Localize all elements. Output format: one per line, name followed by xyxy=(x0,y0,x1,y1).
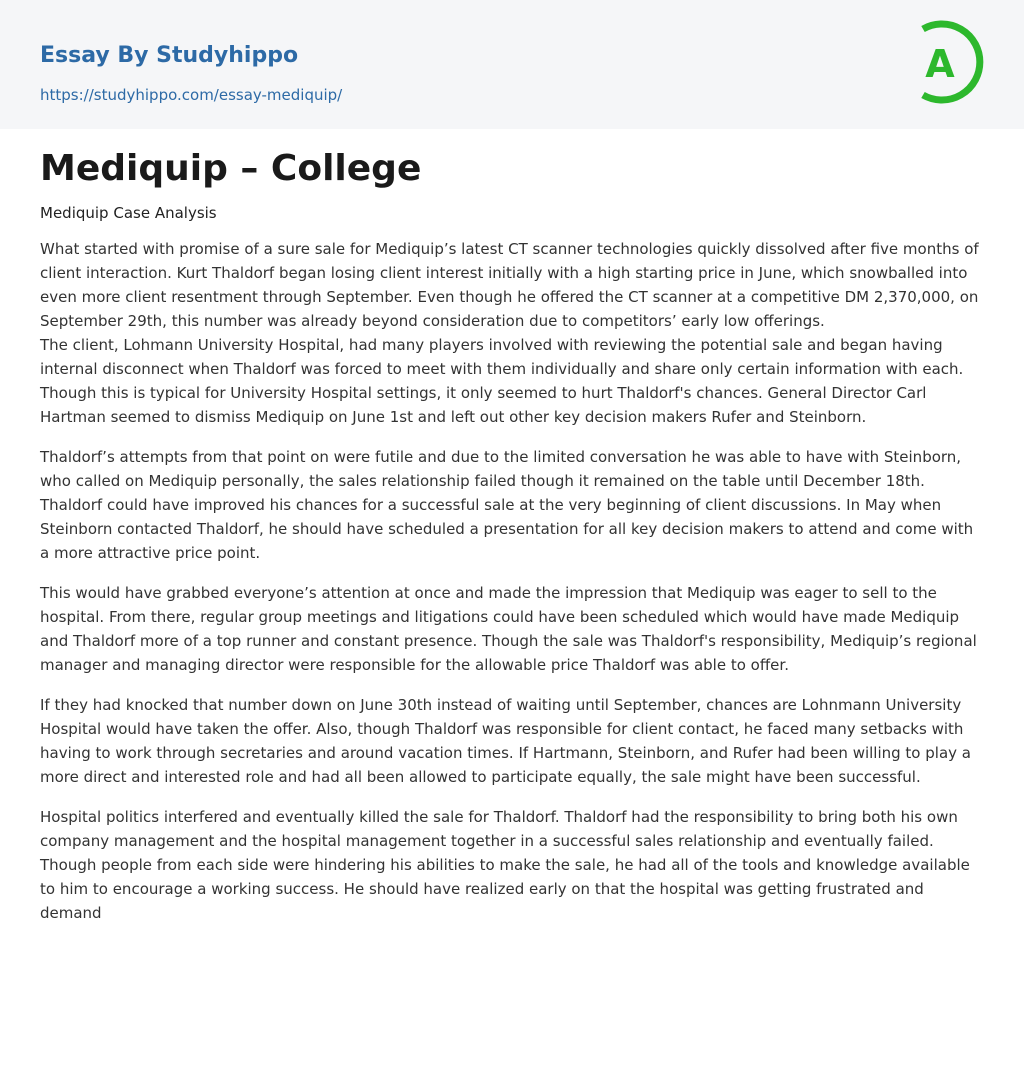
article-subtitle: Mediquip Case Analysis xyxy=(40,204,217,222)
site-header xyxy=(0,0,1024,129)
logo-ring-icon xyxy=(913,19,987,105)
page-title: Mediquip – College xyxy=(40,148,422,189)
article-paragraph: Hospital politics interfered and eventually killed the sale for Thaldorf. Thaldorf had the responsibility to bring both his own company management and the hospital management together in a successful sales relationship and eventually failed. Though people from each side were hindering his abilities to make the sale, he had all of the tools and knowledge available to him to encourage a working success. He should have realized early on that the hospital was getting frustrated and demand xyxy=(40,808,970,922)
article-paragraph: This would have grabbed everyone’s attention at once and made the impression that Mediquip was eager to sell to the hospital. From there, regular group meetings and litigations could have been scheduled which would have made Mediquip and Thaldorf more of a top runner and constant presence. Though the sale was Thaldorf's responsibility, Mediquip’s regional manager and managing director were responsible for the allowable price Thaldorf was able to offer. xyxy=(40,584,977,674)
article-paragraph: The client, Lohmann University Hospital, had many players involved with reviewing the potential sale and began having internal disconnect when Thaldorf was forced to meet with them individually and share only certain information with each. Though this is typical for University Hospital settings, it only seemed to hurt Thaldorf's chances. General Director Carl Hartman seemed to dismiss Mediquip on June 1st and left out other key decision makers Rufer and Steinborn. xyxy=(40,336,964,426)
article xyxy=(40,129,984,925)
article-paragraph: If they had knocked that number down on June 30th instead of waiting until September, chances are Lohnmann University Hospital would have taken the offer. Also, though Thaldorf was responsible for client contact, he faced many setbacks with having to work through secretaries and around vacation times. If Hartmann, Steinborn, and Rufer had been willing to play a more direct and interested role and had all been allowed to participate equally, the sale might have been successful. xyxy=(40,696,971,786)
site-title[interactable]: Essay By Studyhippo xyxy=(40,43,299,68)
article-paragraph: Thaldorf’s attempts from that point on were futile and due to the limited conversation he was able to have with Steinborn, who called on Mediquip personally, the sales relationship failed though it remained on the table until December 18th. Thaldorf could have improved his chances for a successful sale at the very beginning of client discussions. In May when Steinborn contacted Thaldorf, he should have scheduled a presentation for all key decision makers to attend and come with a more attractive price point. xyxy=(40,448,974,562)
article-paragraph: What started with promise of a sure sale for Mediquip’s latest CT scanner technologies quickly dissolved after five months of client interaction. Kurt Thaldorf began losing client interest initially with a high starting price in June, which snowballed into even more client resentment through September. Even though he offered the CT scanner at a competitive DM 2,370,000, on September 29th, this number was already beyond consideration due to competitors’ early low offerings. xyxy=(40,240,979,330)
logo-letter: A xyxy=(925,42,955,86)
essay-url-link[interactable]: https://studyhippo.com/essay-mediquip/ xyxy=(40,86,343,104)
studyhippo-logo-icon[interactable] xyxy=(913,19,987,105)
